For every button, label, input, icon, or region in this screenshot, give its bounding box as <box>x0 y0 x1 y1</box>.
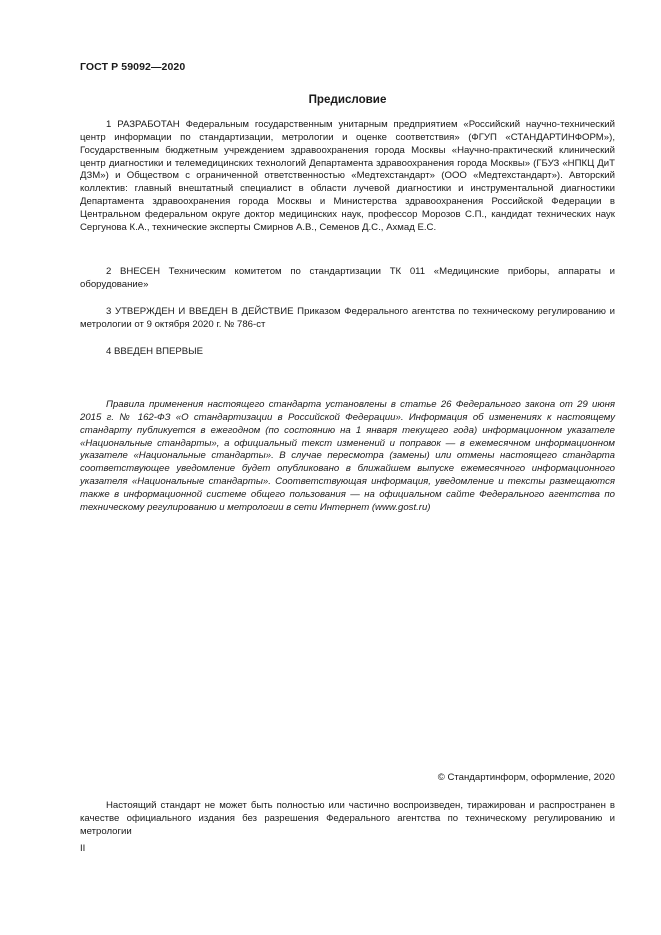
copyright-line: © Стандартинформ, оформление, 2020 <box>437 772 615 783</box>
paragraph-developed-by: 1 РАЗРАБОТАН Федеральным государственным унитарным предприятием «Российский научно-технический центр информации по стандартизации, метрологии и оценке соответствия» (ФГУП «СТАНДАРТИНФОРМ»), Государственным бюджетным учреждением здравоохранения города Москвы «Научно-практический клинический центр диагностики и телемедицинских технологий Департамента здравоохранения города Москвы» (ГБУЗ «НПКЦ ДиТ ДЗМ») и Обществом с ограниченной ответственностью «Медтехстандарт» (ООО «Медтехстандарт»). Авторский коллектив: главный внештатный специалист в области лучевой диагностики и инструментальной диагностики Департамента здравоохранения города Москвы и Министерства здравоохранения Российской Федерации в Центральном федеральном округе доктор медицинских наук, профессор Морозов С.П., кандидат технических наук Сергунова К.А., технические эксперты Смирнов А.В., Семенов Д.С., Ахмад Е.С. <box>80 119 615 233</box>
page-number: II <box>80 843 86 854</box>
standard-code: ГОСТ Р 59092—2020 <box>80 61 186 73</box>
application-rules-notice: Правила применения настоящего стандарта установлены в статье 26 Федерального закона от 29 июня 2015 г. № 162-ФЗ «О стандартизации в Российской Федерации». Информация об изменениях к настоящему стандарту публикуется в ежегодном (по состоянию на 1 января текущего года) информационном указателе «Национальные стандарты», а официальный текст изменений и поправок — в ежемесячном информационном указателе «Национальные стандарты». В случае пересмотра (замены) или отмены настоящего стандарта соответствующее уведомление будет опубликовано в ближайшем выпуске ежемесячного информационного указателя «Национальные стандарты». Соответствующая информация, уведомление и тексты размещаются также в информационной системе общего пользования — на официальном сайте Федерального агентства по техническому регулированию и метрологии в сети Интернет (www.gost.ru) <box>80 399 615 513</box>
rights-statement: Настоящий стандарт не может быть полностью или частично воспроизведен, тиражирован и распространен в качестве официального издания без разрешения Федерального агентства по техническому регулированию и метрологии <box>80 800 615 837</box>
section-title: Предисловие <box>308 93 387 106</box>
paragraph-approved: 3 УТВЕРЖДЕН И ВВЕДЕН В ДЕЙСТВИЕ Приказом Федерального агентства по техническому регулированию и метрологии от 9 октября 2020 г. № 786-ст <box>80 306 615 330</box>
paragraph-first-introduced: 4 ВВЕДЕН ВПЕРВЫЕ <box>106 346 204 357</box>
paragraph-introduced-by: 2 ВНЕСЕН Техническим комитетом по стандартизации ТК 011 «Медицинские приборы, аппараты и оборудование» <box>80 266 615 290</box>
